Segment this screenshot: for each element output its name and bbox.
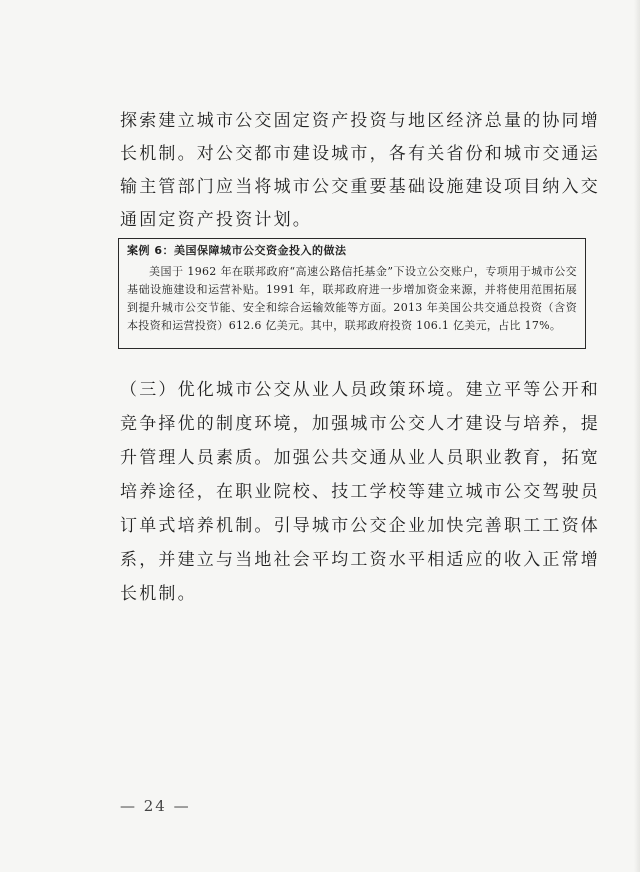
scan-edge-shadow (634, 0, 640, 872)
case-study-box (118, 238, 586, 349)
case-study-body: 美国于 1962 年在联邦政府“高速公路信托基金”下设立公交账户，专项用于城市公交基础设施建设和运营补贴。1991 年，联邦政府进一步增加资金来源，并将使用范围拓展到提升城市公交节能、安全和综合运输效能等方面。2013 年美国公共交通总投资（含资本投资和运营投资）612.6 亿美元。其中，联邦政府投资 106.1 亿美元，占比 17%。 (127, 265, 577, 332)
page-number: — 24 — (120, 797, 191, 815)
body-paragraph-bottom: （三）优化城市公交从业人员政策环境。建立平等公开和竞争择优的制度环境，加强城市公交人才建设与培养，提升管理人员素质。加强公共交通从业人员职业教育，拓宽培养途径，在职业院校、技工学校等建立城市公交驾驶员订单式培养机制。引导城市公交企业加快完善职工工资体系，并建立与当地社会平均工资水平相适应的收入正常增长机制。 (120, 380, 600, 604)
body-paragraph-top: 探索建立城市公交固定资产投资与地区经济总量的协同增长机制。对公交都市建设城市，各有关省份和城市交通运输主管部门应当将城市公交重要基础设施建设项目纳入交通固定资产投资计划。 (120, 111, 600, 230)
case-study-title: 案例 6：美国保障城市公交资金投入的做法 (127, 244, 347, 257)
